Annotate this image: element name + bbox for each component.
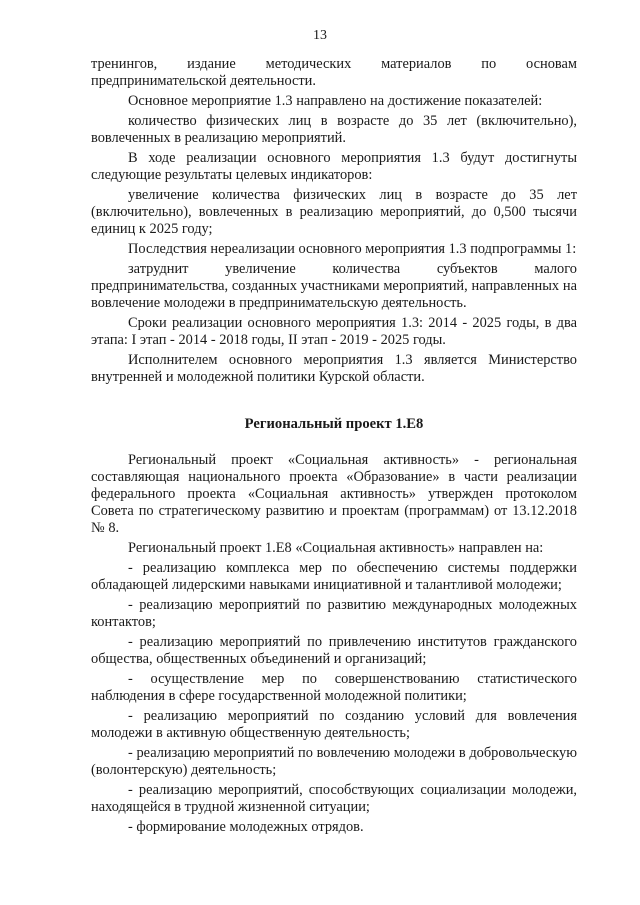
paragraph: Сроки реализации основного мероприятия 1.3: 2014 - 2025 годы, в два этапа: I этап - 2014 - 2018 годы, II этап - 2019 - 2025 годы.	[91, 315, 577, 348]
paragraph: Исполнителем основного мероприятия 1.3 является Министерство внутренней и молодежной политики Курской области.	[91, 352, 577, 385]
paragraph: количество физических лиц в возрасте до 35 лет (включительно), вовлеченных в реализацию мероприятий.	[91, 113, 577, 146]
paragraph: - реализацию мероприятий по привлечению институтов гражданского общества, общественных объединений и организаций;	[91, 634, 577, 667]
paragraph: В ходе реализации основного мероприятия 1.3 будут достигнуты следующие результаты целевых индикаторов:	[91, 150, 577, 183]
paragraphs-before-section	[91, 56, 577, 386]
paragraph: тренингов, издание методических материалов по основам предпринимательской деятельности.	[91, 56, 577, 89]
paragraph: - формирование молодежных отрядов.	[128, 819, 364, 835]
paragraph: увеличение количества физических лиц в возрасте до 35 лет (включительно), вовлеченных в реализацию мероприятий, до 0,500 тысячи единиц к 2025 году;	[91, 187, 577, 237]
paragraph: Региональный проект 1.Е8 «Социальная активность» направлен на:	[128, 540, 544, 556]
paragraph: Последствия нереализации основного мероприятия 1.3 подпрограммы 1:	[128, 241, 577, 257]
paragraph: - реализацию комплекса мер по обеспечению системы поддержки обладающей лидерскими навыками инициативной и талантливой молодежи;	[91, 560, 577, 593]
paragraph: затруднит увеличение количества субъектов малого предпринимательства, созданных участниками мероприятий, направленных на вовлечение молодежи в предпринимательскую деятельность.	[91, 261, 577, 311]
paragraph: - осуществление мер по совершенствованию статистического наблюдения в сфере государственной молодежной политики;	[91, 671, 577, 704]
paragraph: - реализацию мероприятий по вовлечению молодежи в добровольческую (волонтерскую) деятельность;	[91, 745, 577, 778]
paragraph: - реализацию мероприятий по развитию международных молодежных контактов;	[91, 597, 577, 630]
section-title: Региональный проект 1.Е8	[244, 416, 424, 432]
document-body	[91, 56, 577, 836]
paragraph: Региональный проект «Социальная активность» - региональная составляющая национального проекта «Образование» в части реализации федерального проекта «Социальная активность» утвержден протоколом Совета по стратегическому развитию и проектам (программам) от 13.12.2018 № 8.	[91, 452, 577, 536]
paragraphs-after-section	[91, 452, 577, 836]
paragraph: - реализацию мероприятий, способствующих социализации молодежи, находящейся в трудной жизненной ситуации;	[91, 782, 577, 815]
page-number: 13	[313, 28, 327, 43]
paragraph: Основное мероприятие 1.3 направлено на достижение показателей:	[128, 93, 543, 109]
paragraph: - реализацию мероприятий по созданию условий для вовлечения молодежи в активную общественную деятельность;	[91, 708, 577, 741]
